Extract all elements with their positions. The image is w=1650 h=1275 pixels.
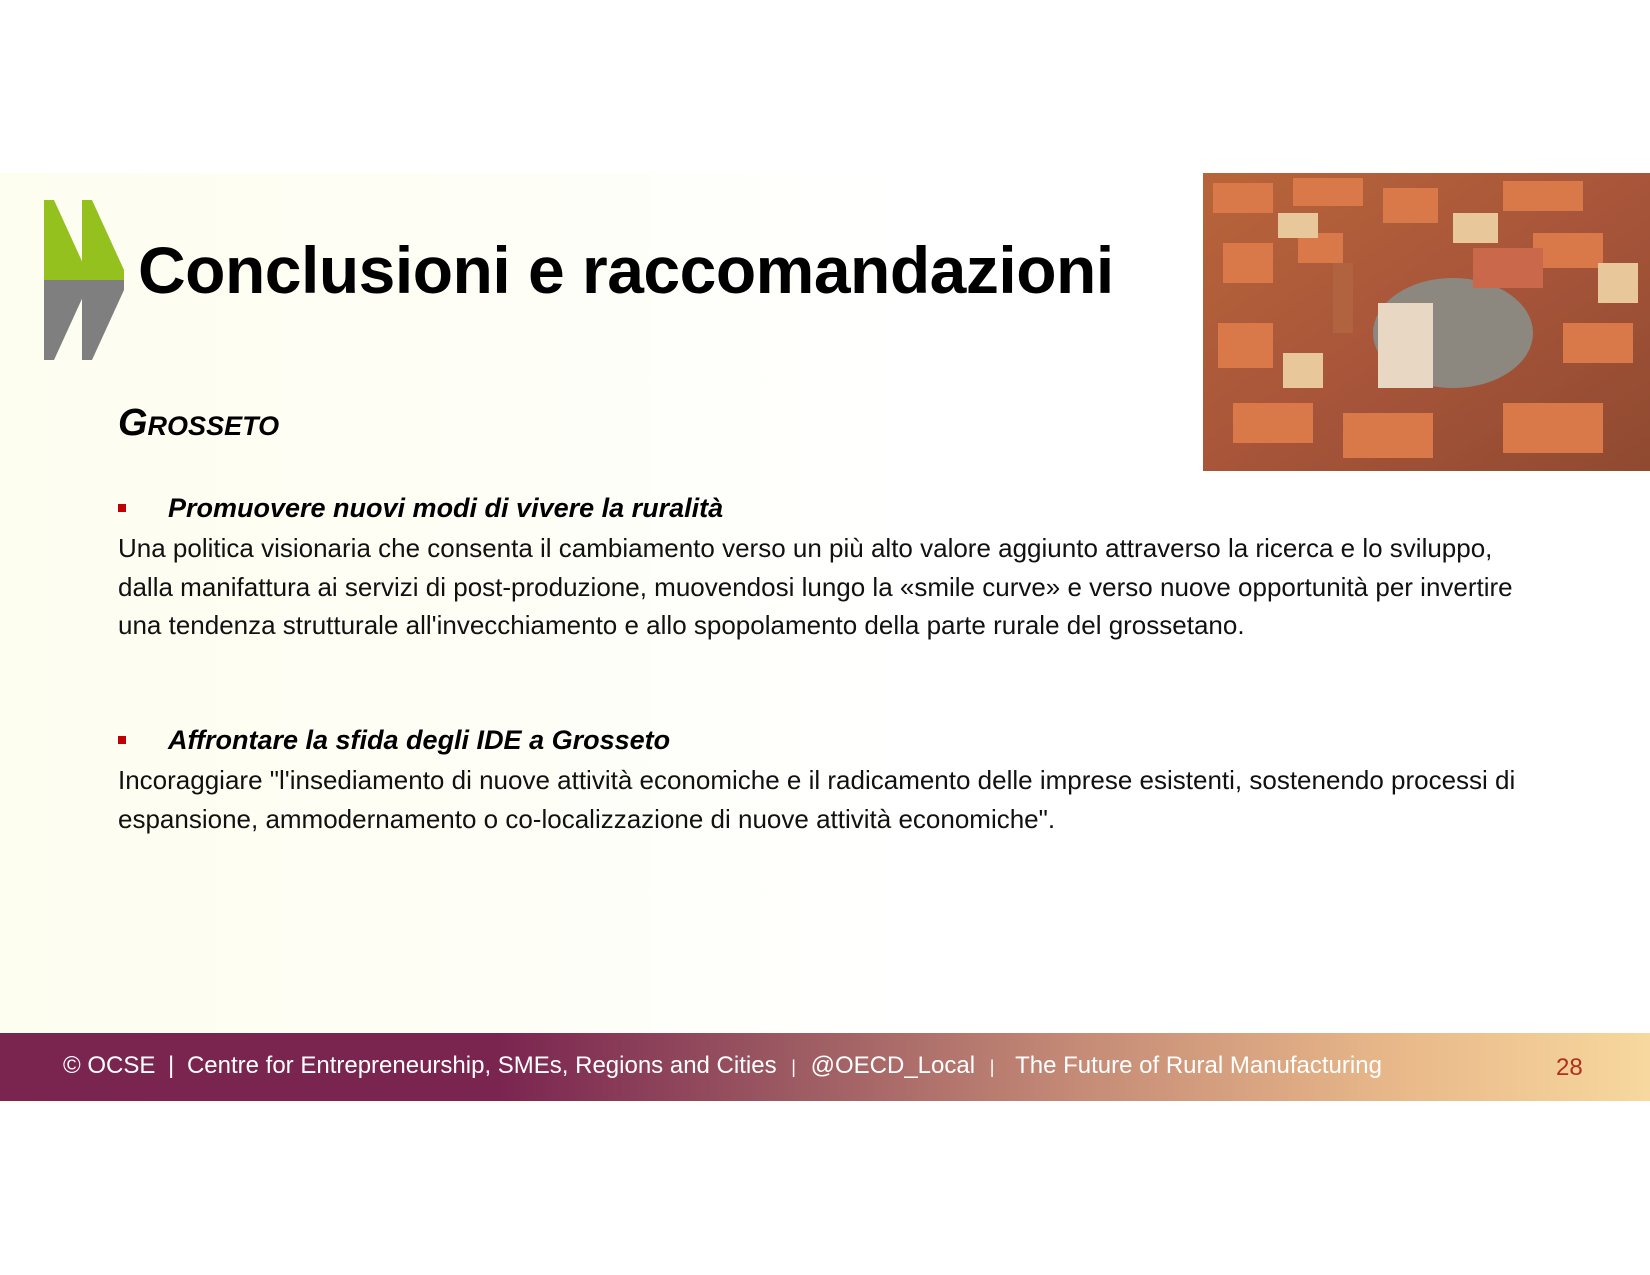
logo-grey-chevron-left xyxy=(44,280,86,360)
slide-title: Conclusioni e raccomandazioni xyxy=(138,233,1114,307)
bullet-square-icon xyxy=(118,504,126,512)
grosseto-aerial-photo xyxy=(1203,173,1650,471)
footer-text xyxy=(63,1052,1382,1080)
bullet-heading-text: Promuovere nuovi modi di vivere la ruralità xyxy=(168,492,724,523)
page-number: 28 xyxy=(1556,1054,1583,1081)
footer-separator: | xyxy=(989,1057,995,1077)
bullet-heading-1 xyxy=(118,491,723,525)
bell-tower-shape xyxy=(1333,263,1353,333)
bullet-square-icon xyxy=(118,736,126,744)
footer-bar xyxy=(0,1033,1650,1101)
footer-centre: Centre for Entrepreneurship, SMEs, Regions and Cities xyxy=(186,1052,777,1079)
bullet-heading-text: Affrontare la sfida degli IDE a Grosseto xyxy=(168,724,671,755)
logo-green-chevron-left xyxy=(44,200,86,280)
bullet-heading-2 xyxy=(118,723,670,757)
section-heading: Grosseto xyxy=(118,402,280,444)
footer-separator: | xyxy=(791,1057,796,1077)
logo-grey-chevron-right xyxy=(82,280,124,360)
bullet-paragraph-2: Incoraggiare "l'insediamento di nuove attività economiche e il radicamento delle imprese esistenti, sostenendo processi di espansione, ammodernamento o co-localizzazione di nuove attività economiche". xyxy=(118,765,1516,834)
logo-green-chevron-right xyxy=(82,200,124,280)
footer-separator: | xyxy=(168,1052,175,1079)
footer-publication: The Future of Rural Manufacturing xyxy=(1015,1052,1382,1079)
cathedral-shape xyxy=(1378,303,1433,388)
bullet-paragraph-1: Una politica visionaria che consenta il cambiamento verso un più alto valore aggiunto attraverso la ricerca e lo sviluppo, dalla manifattura ai servizi di post-produzione, muovendosi lungo la «smile curve» e verso nuove opportunità per invertire una tendenza strutturale all'invecchiamento e allo spopolamento della parte rurale del grossetano. xyxy=(118,533,1513,640)
footer-copyright: © OCSE xyxy=(63,1052,156,1079)
oecd-logo-icon xyxy=(44,200,126,360)
footer-handle: @OECD_Local xyxy=(810,1052,976,1079)
